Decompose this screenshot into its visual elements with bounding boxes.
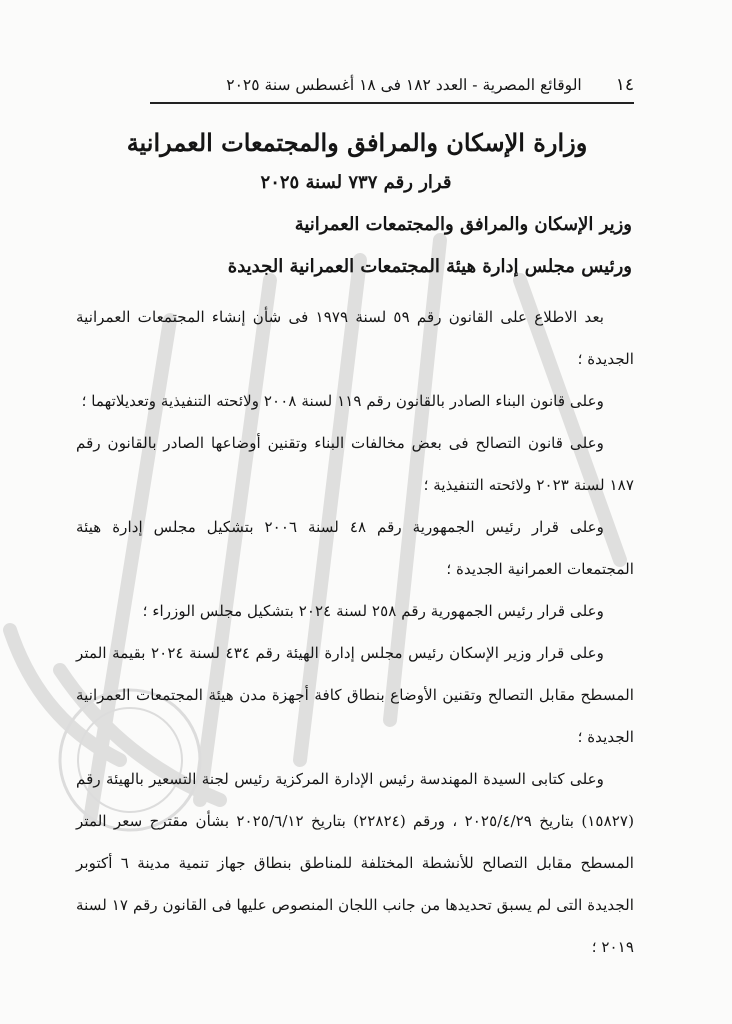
decree-preamble [76,296,634,968]
page-number: ١٤ [615,75,634,95]
preamble-paragraph: وعلى قرار وزير الإسكان رئيس مجلس إدارة الهيئة رقم ٤٣٤ لسنة ٢٠٢٤ بقيمة المتر المسطح مقابل التصالح وتقنين الأوضاع بنطاق كافة أجهزة مدن هيئة المجتمعات العمرانية الجديدة ؛ [76,644,634,746]
preamble-paragraph: وعلى قانون البناء الصادر بالقانون رقم ١١٩ لسنة ٢٠٠٨ ولائحته التنفيذية وتعديلاتهما ؛ [81,392,604,410]
preamble-paragraph: وعلى قانون التصالح فى بعض مخالفات البناء وتقنين أوضاعها الصادر بالقانون رقم ١٨٧ لسنة ٢٠٢٣ ولائحته التنفيذية ؛ [76,434,634,494]
issuer-title-line2: ورئيس مجلس إدارة هيئة المجتمعات العمرانية الجديدة [227,256,632,277]
running-header [150,68,634,104]
decree-number: قرار رقم ٧٣٧ لسنة ٢٠٢٥ [260,172,452,193]
preamble-paragraph: وعلى كتابى السيدة المهندسة رئيس الإدارة المركزية رئيس لجنة التسعير بالهيئة رقم (١٥٨٢٧) بتاريخ ٢٠٢٥/٤/٢٩ ، ورقم (٢٢٨٢٤) بتاريخ ٢٠٢٥/٦/١٢ بشأن مقترح سعر المتر المسطح مقابل التصالح للأنشطة المختلفة للمناطق بنطاق جهاز تنمية مدينة ٦ أكتوبر الجديدة التى لم يسبق تحديدها من جانب اللجان المنصوص عليها فى القانون رقم ١٧ لسنة ٢٠١٩ ؛ [76,770,634,956]
issuer-title-line1: وزير الإسكان والمرافق والمجتمعات العمرانية [294,214,632,235]
gazette-issue-line: الوقائع المصرية - العدد ١٨٢ فى ١٨ أغسطس سنة ٢٠٢٥ [226,76,582,94]
ministry-title: وزارة الإسكان والمرافق والمجتمعات العمرانية [126,128,588,157]
preamble-paragraph: بعد الاطلاع على القانون رقم ٥٩ لسنة ١٩٧٩ فى شأن إنشاء المجتمعات العمرانية الجديدة ؛ [76,308,634,368]
preamble-paragraph: وعلى قرار رئيس الجمهورية رقم ٢٥٨ لسنة ٢٠٢٤ بتشكيل مجلس الوزراء ؛ [142,602,604,620]
preamble-paragraph: وعلى قرار رئيس الجمهورية رقم ٤٨ لسنة ٢٠٠٦ بتشكيل مجلس إدارة هيئة المجتمعات العمرانية الجديدة ؛ [76,518,634,578]
